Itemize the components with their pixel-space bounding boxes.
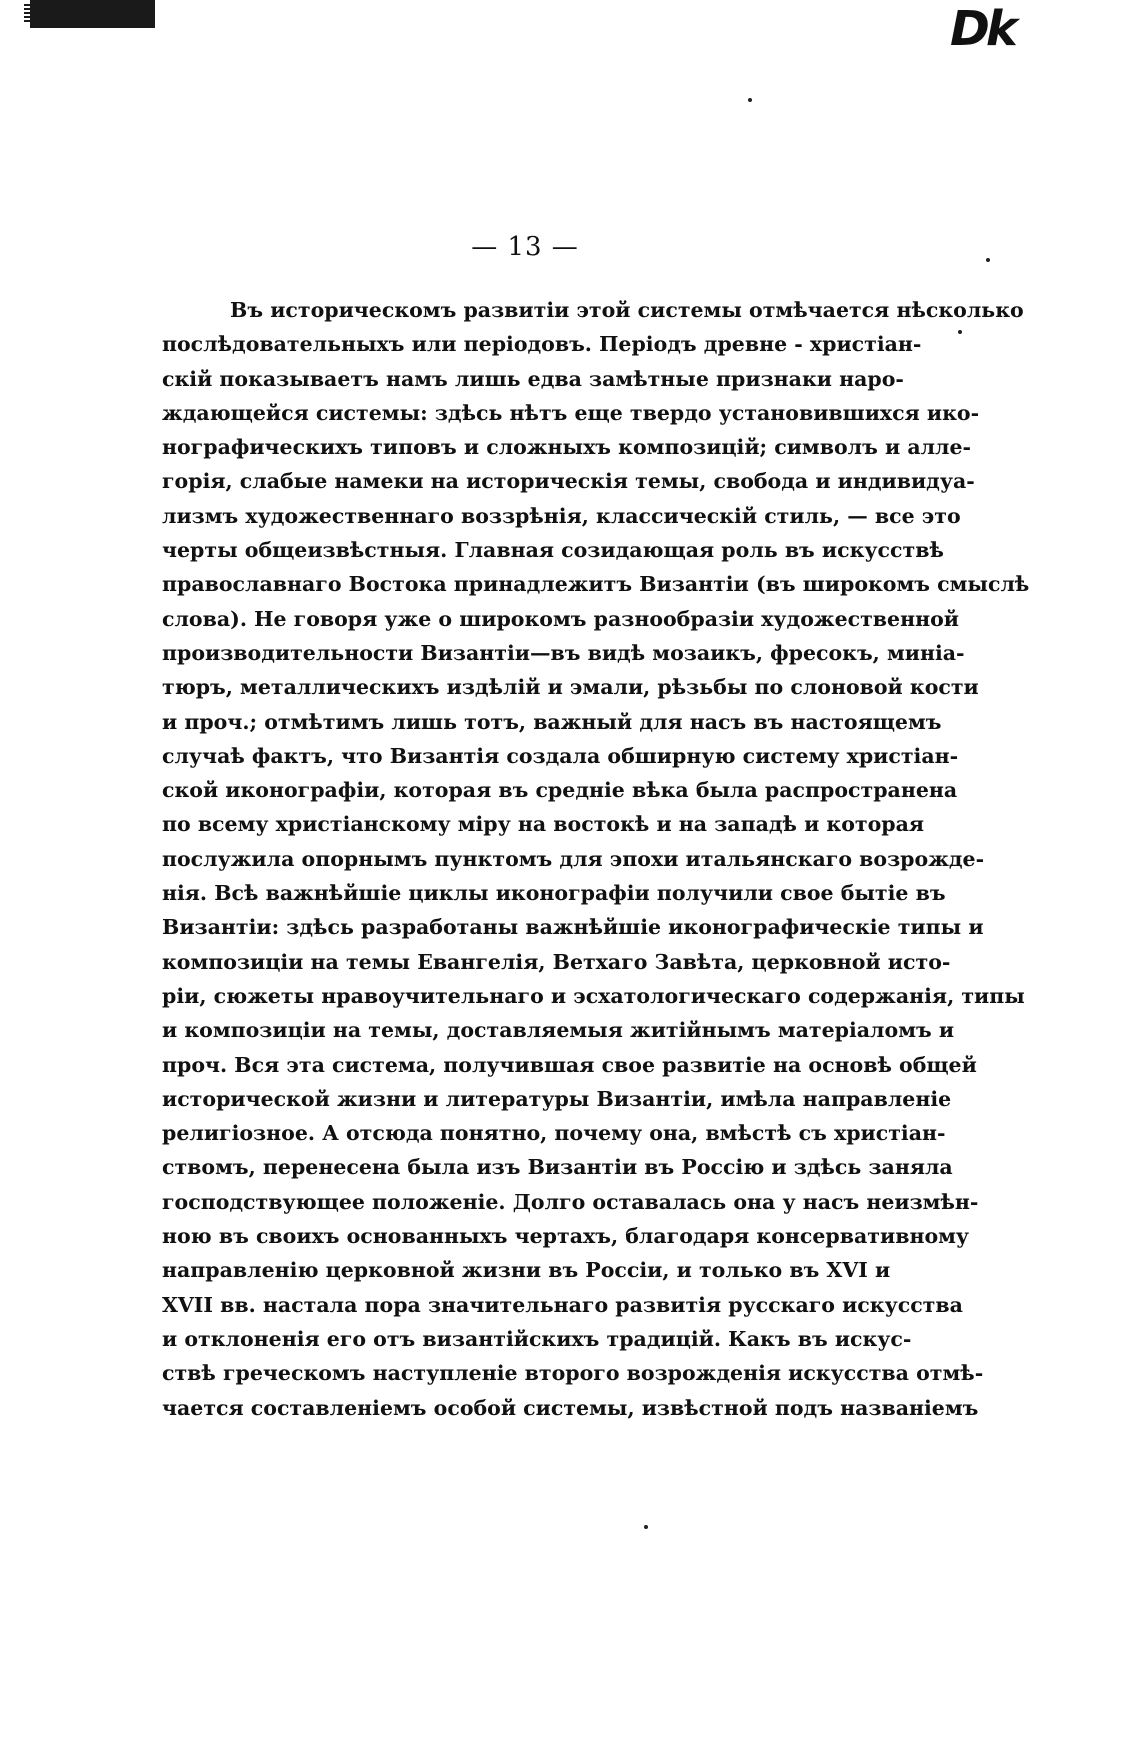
text-line: и проч.; отмѣтимъ лишь тотъ, важный для насъ въ настоящемъ xyxy=(162,709,942,734)
text-line: послѣдовательныхъ или періодовъ. Періодъ древне - христіан- xyxy=(162,332,922,357)
text-line: горія, слабые намеки на историческія темы, свобода и индивидуа- xyxy=(162,469,975,494)
speck xyxy=(958,330,962,334)
scan-corner-mark xyxy=(30,0,155,28)
text-line: скій показываетъ намъ лишь едва замѣтные признаки наро- xyxy=(162,366,904,391)
text-line: ствѣ греческомъ наступленіе второго возрожденія искусства отмѣ- xyxy=(162,1361,984,1386)
text-line: лизмъ художественнаго воззрѣнія, классическій стиль, — все это xyxy=(162,503,961,528)
text-line: черты общеизвѣстныя. Главная созидающая роль въ искусствѣ xyxy=(162,538,944,563)
text-line: ною въ своихъ основанныхъ чертахъ, благодаря консервативному xyxy=(162,1224,970,1249)
text-line: господствующее положеніе. Долго оставалась она у насъ неизмѣн- xyxy=(162,1189,979,1214)
text-line: ской иконографіи, которая въ средніе вѣка была распространена xyxy=(162,778,958,803)
text-line: композиціи на темы Евангелія, Ветхаго Завѣта, церковной исто- xyxy=(162,949,951,974)
text-line: чается составленіемъ особой системы, извѣстной подъ названіемъ xyxy=(162,1395,979,1420)
text-line: нографическихъ типовъ и сложныхъ композицій; символъ и алле- xyxy=(162,435,972,460)
text-line: ствомъ, перенесена была изъ Византіи въ Россію и здѣсь заняла xyxy=(162,1155,953,1180)
text-line: XVII вв. настала пора значительнаго развитія русскаго искусства xyxy=(162,1292,963,1317)
text-line: Византіи: здѣсь разработаны важнѣйшіе иконографическіе типы и xyxy=(162,915,984,940)
speck xyxy=(748,98,752,102)
speck xyxy=(644,1525,648,1529)
text-line: религіозное. А отсюда понятно, почему она, вмѣстѣ съ христіан- xyxy=(162,1121,946,1146)
body-text xyxy=(162,293,1030,1425)
page-number: — 13 — xyxy=(471,232,579,262)
text-line: Въ историческомъ развитіи этой системы отмѣчается нѣсколько xyxy=(230,298,1024,322)
text-line: ждающейся системы: здѣсь нѣтъ еще твердо установившихся ико- xyxy=(162,400,980,425)
handwritten-note-text: Dk xyxy=(950,1,1014,57)
text-line: слова). Не говоря уже о широкомъ разнообразіи художественной xyxy=(162,606,959,631)
text-line: исторической жизни и литературы Византіи, имѣла направленіе xyxy=(162,1086,952,1111)
text-line: случаѣ фактъ, что Византія создала обширную систему христіан- xyxy=(162,743,959,768)
text-line: православнаго Востока принадлежитъ Византіи (въ широкомъ смыслѣ xyxy=(162,572,1030,597)
text-line: по всему христіанскому міру на востокѣ и на западѣ и которая xyxy=(162,812,925,837)
text-line: и отклоненія его отъ византійскихъ традицій. Какъ въ искус- xyxy=(162,1326,912,1351)
text-line: направленію церковной жизни въ Россіи, и только въ XVI и xyxy=(162,1258,891,1283)
handwritten-note xyxy=(950,1,1090,57)
text-line: и композиціи на темы, доставляемыя житійнымъ матеріаломъ и xyxy=(162,1018,955,1043)
text-line: проч. Вся эта система, получившая свое развитіе на основѣ общей xyxy=(162,1052,977,1077)
text-line: производительности Византіи—въ видѣ мозаикъ, фресокъ, миніа- xyxy=(162,640,965,665)
text-line: тюръ, металлическихъ издѣлій и эмали, рѣзьбы по слоновой кости xyxy=(162,675,979,700)
text-line: послужила опорнымъ пунктомъ для эпохи итальянскаго возрожде- xyxy=(162,846,985,871)
text-line: ріи, сюжеты нравоучительнаго и эсхатологическаго содержанія, типы xyxy=(162,983,1025,1008)
text-line: нія. Всѣ важнѣйшіе циклы иконографіи получили свое бытіе въ xyxy=(162,881,946,906)
